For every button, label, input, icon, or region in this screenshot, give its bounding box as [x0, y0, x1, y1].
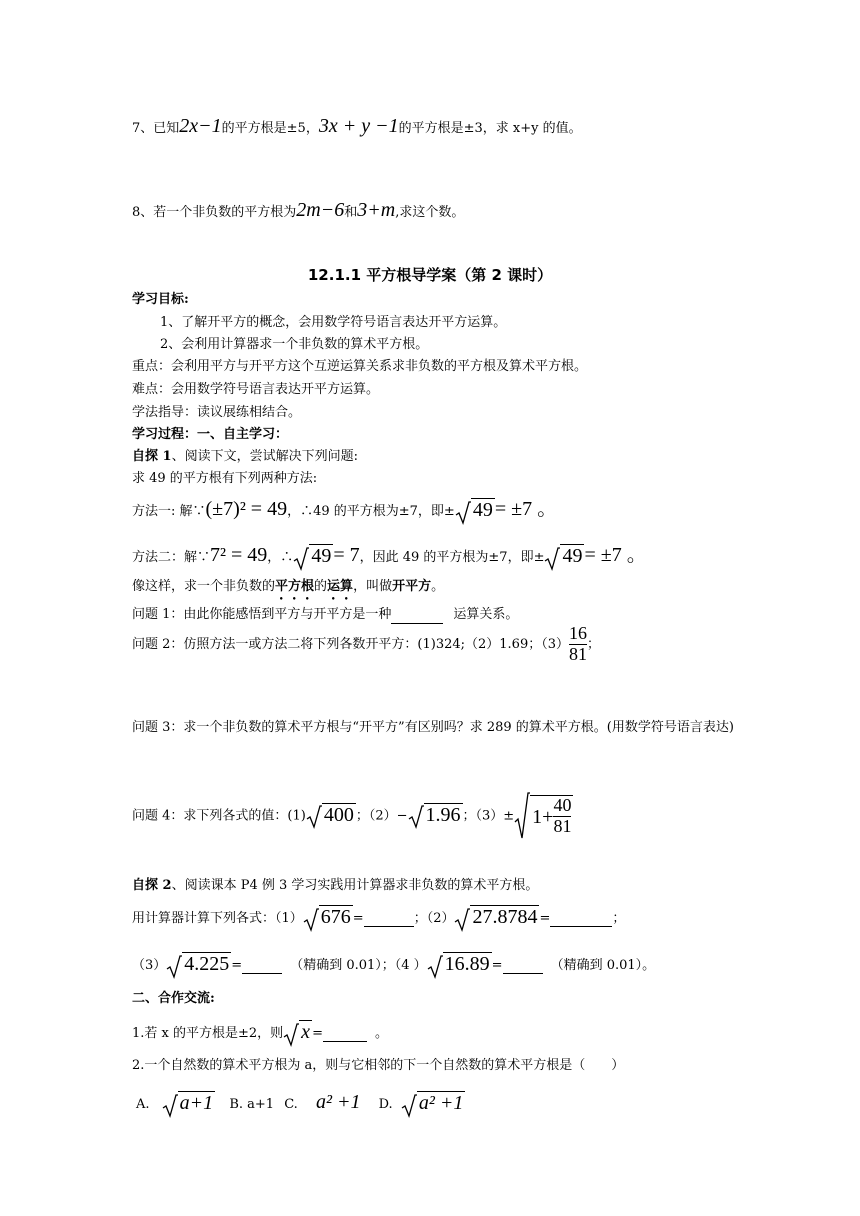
fraction-40-81: [553, 796, 571, 837]
problem-2-text: 问题 2：仿照方法一或方法二将下列各数开平方：(1)324;（2）1.69；（3）: [132, 636, 569, 652]
q7-suffix: ，求 x+y 的值。: [482, 121, 582, 136]
radicand-a-plus-1: a+1: [179, 1092, 214, 1115]
calc-prefix: 用计算器计算下列各式：（1）: [132, 910, 303, 926]
calc-approx-2: （精确到 0.01）。: [550, 957, 656, 973]
radicand-400: 400: [323, 803, 354, 826]
problem-1: [132, 607, 518, 624]
problem-4-p2: ；（2）−: [355, 808, 408, 824]
fraction-num: 16: [569, 623, 587, 643]
explore-2: [132, 878, 538, 894]
option-c-expr: a² +1: [315, 1091, 361, 1113]
radicand-mixed-lead: 1+: [532, 805, 554, 828]
coop-1-end: 。: [374, 1025, 388, 1041]
radicand-49-a: 49: [472, 499, 493, 522]
method-2-end: = ±7 。: [584, 544, 647, 566]
method-1-prefix: 方法一: 解∵: [132, 504, 206, 519]
problem-2: [132, 624, 600, 665]
method-2-eq: = 7: [333, 544, 360, 566]
fraction-40: 40: [553, 795, 572, 816]
coop-2: 2.一个自然数的算术平方根为 a，则与它相邻的下一个自然数的算术平方根是（ ）: [132, 1058, 625, 1073]
goal-1: 1、了解开平方的概念，会用数学符号语言表达开平方运算。: [160, 315, 507, 330]
problem-2-tail: ；: [587, 636, 601, 652]
radicand-a2-plus-1: a² +1: [418, 1092, 464, 1115]
option-d-label: D.: [378, 1097, 393, 1112]
calc-line-2: [132, 952, 655, 979]
def-d: 运算: [327, 579, 354, 594]
fraction-16-81: [569, 624, 587, 665]
radical-27: [454, 905, 539, 932]
calc-blank-3[interactable]: [242, 958, 282, 975]
q7-mid2: 的平方根是±3: [398, 121, 483, 136]
radicand-1689: 16.89: [444, 953, 490, 975]
radical-a2-plus-1: [401, 1091, 466, 1118]
radicand-49-b: 49: [311, 545, 332, 568]
calc-3-label: （3）: [132, 957, 167, 973]
calc-eq-2: =: [539, 910, 551, 926]
def-e: ，叫做: [353, 579, 393, 594]
explore-1-label: 自探 1: [132, 449, 172, 464]
difficulty: 难点：会用数学符号语言表达开平方运算。: [132, 382, 380, 397]
question-8: [132, 198, 464, 222]
radical-a-plus-1: [162, 1091, 216, 1118]
def-g: 。: [431, 579, 445, 594]
goal-2: 2、会利用计算器求一个非负数的算术平方根。: [160, 337, 429, 352]
radicand-mixed: [530, 795, 573, 837]
coop-1-eq: =: [312, 1025, 323, 1041]
option-c-label: C.: [284, 1097, 298, 1112]
method-1-mid: ，∴49 的平方根为±7，即±: [287, 504, 455, 519]
method-2-expr: 7² = 49: [210, 544, 268, 566]
method-1-end: = ±7 。: [494, 498, 558, 520]
calc-blank-1[interactable]: [364, 911, 414, 928]
explore-1: [132, 449, 358, 465]
calc-approx-1: （精确到 0.01）；（4 ）: [290, 957, 427, 973]
coop-1-text: 1.若 x 的平方根是±2，则: [132, 1025, 284, 1041]
def-b: 平方根: [275, 579, 315, 594]
calc-sep-2: ；（2）: [413, 910, 455, 926]
radical-49-a: [455, 498, 495, 525]
explore-2-text: 、阅读课本 P4 例 3 学习实践用计算器求非负数的算术平方根。: [171, 878, 539, 893]
method-2-mid1: ，∴: [267, 550, 294, 565]
radicand-49-c: 49: [562, 545, 583, 568]
method-2-mid2: ，因此 49 的平方根为±7，即±: [359, 550, 545, 565]
goals-heading: 学习目标:: [132, 292, 189, 307]
q8-prefix: 8、若一个非负数的平方根为: [132, 205, 297, 220]
radical-49-c: [544, 544, 584, 571]
definition-line: [132, 579, 444, 603]
problem-4: [132, 792, 573, 840]
fraction-den: 81: [569, 643, 587, 664]
page-title: 12.1.1 平方根导学案（第 2 课时）: [307, 266, 553, 284]
def-f: 开平方: [392, 579, 432, 594]
q8-mid: 和: [344, 205, 358, 220]
option-a-label: A.: [136, 1097, 150, 1112]
calc-eq-3: =: [231, 957, 243, 973]
problem-1-blank[interactable]: [391, 607, 443, 624]
coop-1: [132, 1020, 388, 1047]
problem-4-text: 问题 4：求下列各式的值：(1): [132, 808, 306, 824]
calc-blank-4[interactable]: [503, 958, 543, 975]
radical-mixed: [514, 792, 573, 840]
q8-expr2: 3+m: [357, 199, 396, 221]
radical-x: [283, 1020, 312, 1047]
calc-blank-2[interactable]: [550, 911, 612, 928]
calc-semi: ；: [612, 910, 626, 926]
radicand-x: x: [301, 1021, 311, 1043]
method-1-expr: (±7)² = 49: [205, 498, 288, 520]
problem-1-tail: 运算关系。: [453, 607, 519, 622]
problem-4-p3: ；（3）±: [462, 808, 515, 824]
radical-400: [306, 803, 356, 830]
method-2-prefix: 方法二：解∵: [132, 550, 211, 565]
radicand-676: 676: [320, 906, 351, 928]
def-c: 的: [314, 579, 328, 594]
radicand-196: 1.96: [425, 803, 461, 826]
explore-2-label: 自探 2: [132, 878, 172, 893]
question-7: [132, 114, 582, 138]
fraction-81: 81: [553, 816, 572, 836]
def-a: 像这样，求一个非负数的: [132, 579, 276, 594]
answer-options: [136, 1090, 465, 1118]
radical-1689: [427, 952, 492, 979]
radical-196: [408, 803, 463, 830]
calc-eq-4: =: [491, 957, 503, 973]
explore-1-intro: 求 49 的平方根有下列两种方法:: [132, 471, 318, 486]
coop-1-blank[interactable]: [323, 1026, 367, 1043]
q7-expr1: 2x−1: [179, 115, 222, 137]
process-heading: 学习过程：一、自主学习：: [132, 427, 289, 442]
radical-676: [303, 905, 353, 932]
calc-line-1: [132, 905, 625, 932]
q7-mid1: 的平方根是±5，: [221, 121, 319, 136]
method-1: [132, 497, 557, 525]
q8-expr1: 2m−6: [296, 199, 345, 221]
q7-prefix: 7、已知: [132, 121, 180, 136]
problem-3: 问题 3：求一个非负数的算术平方根与“开平方”有区别吗？求 289 的算术平方根。(用数学符号语言表达): [132, 720, 734, 735]
radical-49-b: [293, 544, 333, 571]
q8-suffix: ,求这个数。: [395, 205, 465, 220]
coop-heading: 二、合作交流:: [132, 991, 215, 1006]
problem-1-text: 问题 1：由此你能感悟到平方与开平方是一种: [132, 607, 392, 622]
method-2: [132, 543, 647, 571]
radicand-27: 27.8784: [472, 906, 538, 928]
calc-eq-1: =: [352, 910, 364, 926]
radical-4225: [166, 952, 231, 979]
option-b: B. a+1: [229, 1097, 275, 1112]
key-point: 重点：会利用平方与开平方这个互逆运算关系求非负数的平方根及算术平方根。: [132, 359, 588, 374]
method-guide: 学法指导：读议展练相结合。: [132, 405, 302, 420]
radicand-4225: 4.225: [184, 953, 230, 975]
q7-expr2: 3x + y −1: [318, 115, 399, 137]
explore-1-text: 、阅读下文，尝试解决下列问题:: [171, 449, 358, 464]
